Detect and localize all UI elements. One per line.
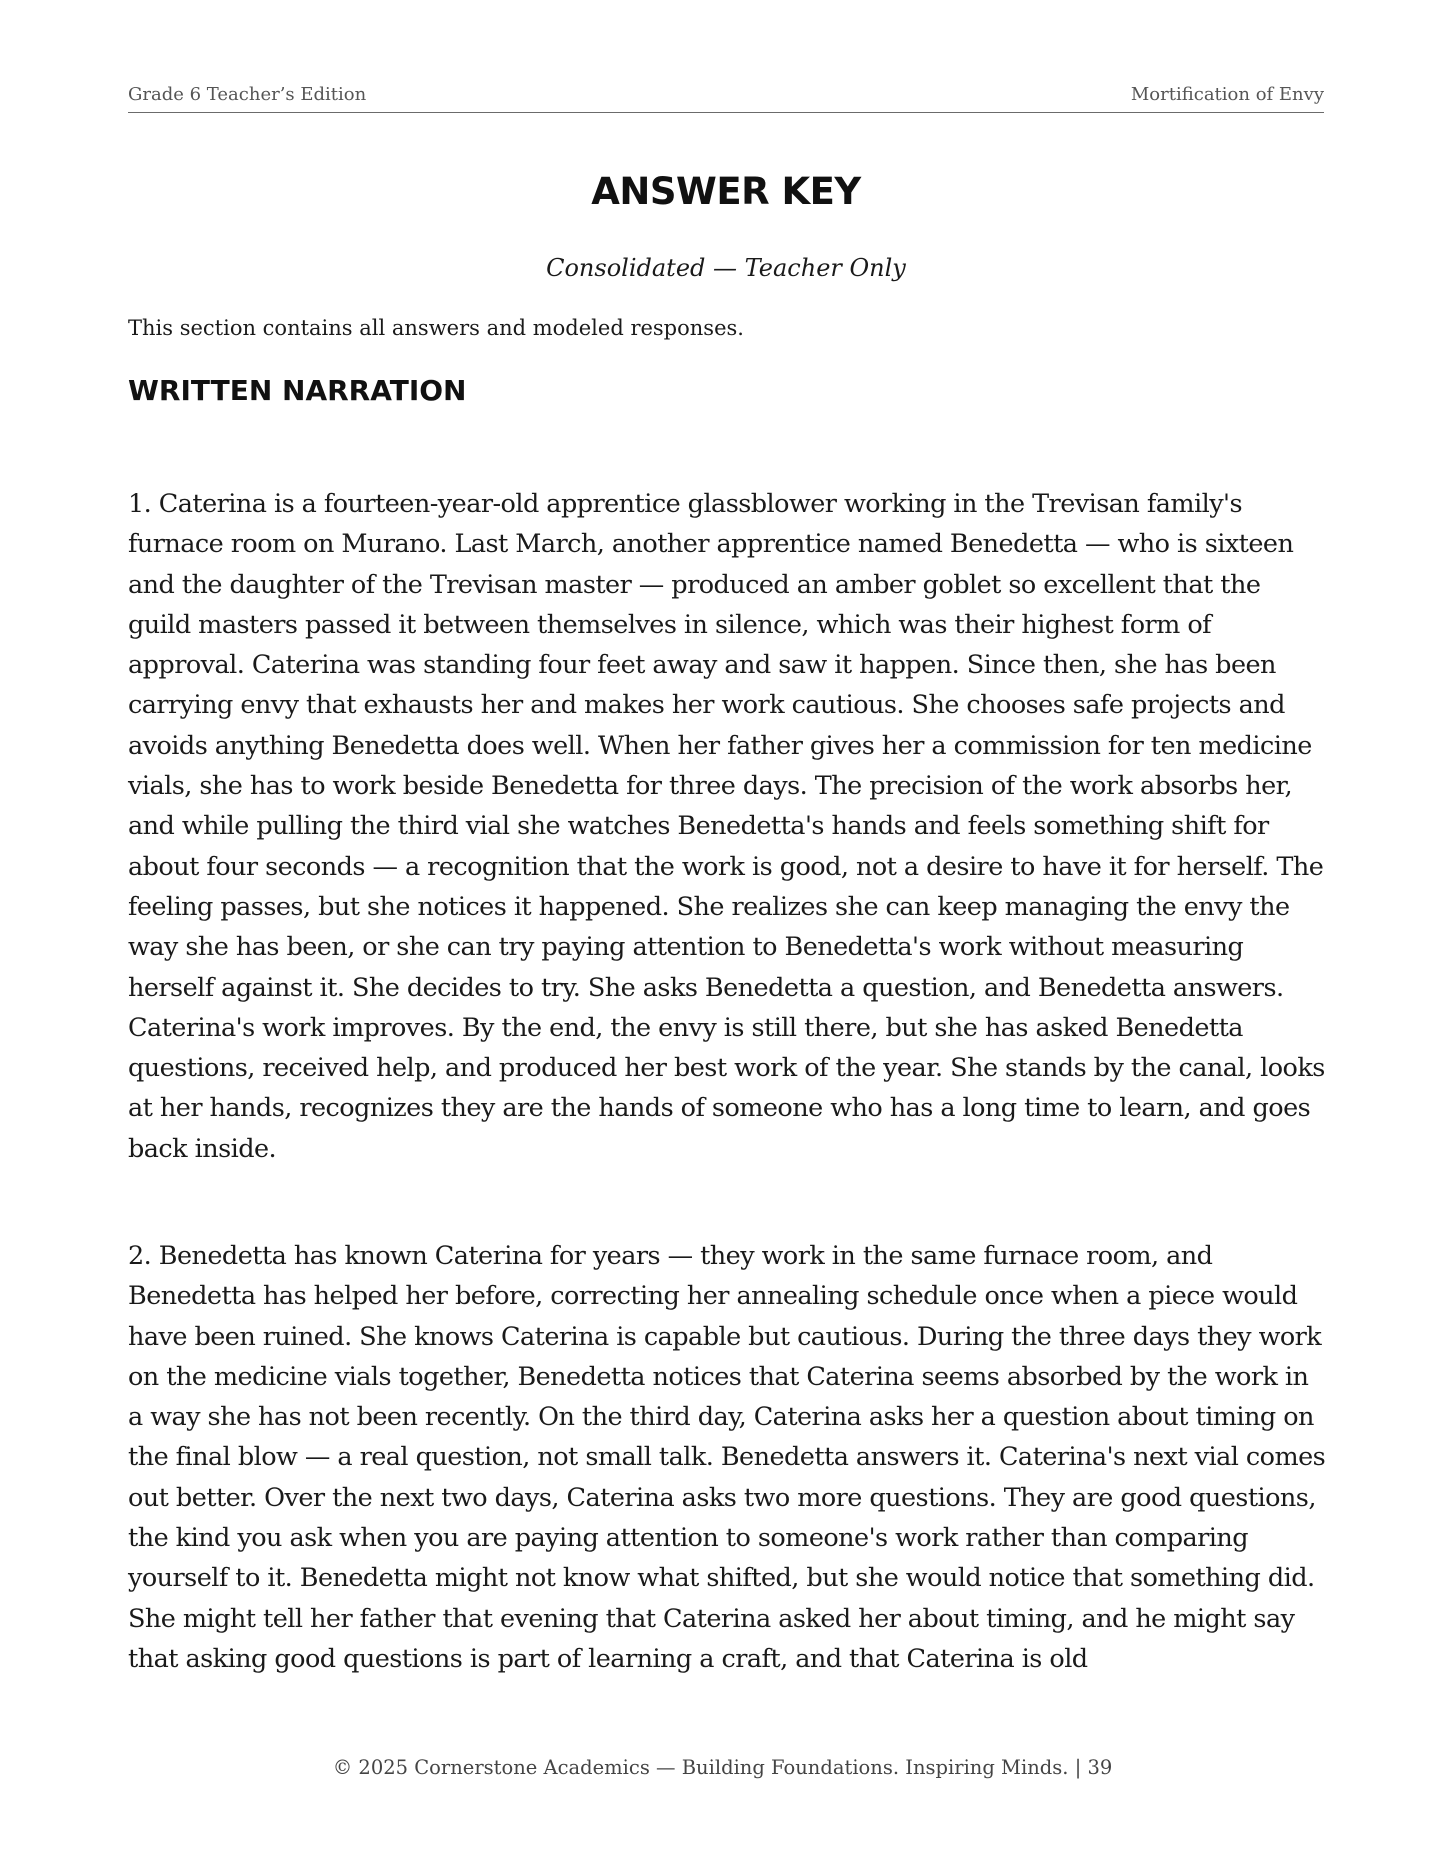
page-title: ANSWER KEY [591,170,861,213]
answer-paragraph-1: 1. Caterina is a fourteen-year-old apprentice glassblower working in the Trevisan family's furnace room on Murano. Last March, another apprentice named Benedetta — who is sixteen and the daughter of the Trevisan master — produced an amber goblet so excellent that the guild masters passed it between themselves in silence, which was their highest form of approval. Caterina was standing four feet away and saw it happen. Since then, she has been carrying envy that exhausts her and makes her work cautious. She chooses safe projects and avoids anything Benedetta does well. When her father gives her a commission for ten medicine vials, she has to work beside Benedetta for three days. The precision of the work absorbs her, and while pulling the third vial she watches Benedetta's hands and feels something shift for about four seconds — a recognition that the work is good, not a desire to have it for herself. The feeling passes, but she notices it happened. She realizes she can keep managing the envy the way she has been, or she can try paying attention to Benedetta's work without measuring herself against it. She decides to try. She asks Benedetta a question, and Benedetta answers. Caterina's work improves. By the end, the envy is still there, but she has asked Benedetta questions, received help, and produced her best work of the year. She stands by the canal, looks at her hands, recognizes they are the hands of someone who has a long time to learn, and goes back inside. [128,489,1325,1164]
section-heading: WRITTEN NARRATION [128,374,467,407]
running-header [128,84,1324,113]
header-course-title: Grade 6 Teacher’s Edition [128,84,367,105]
page-subtitle: Consolidated — Teacher Only [546,254,906,282]
intro-text: This section contains all answers and modeled responses. [128,316,744,340]
header-unit-title: Mortification of Envy [1130,84,1324,105]
page-footer: © 2025 Cornerstone Academics — Building Foundations. Inspiring Minds. | 39 [332,1756,1113,1779]
answer-paragraph-2: 2. Benedetta has known Caterina for years — they work in the same furnace room, and Benedetta has helped her before, correcting her annealing schedule once when a piece would have been ruined. She knows Caterina is capable but cautious. During the three days they work on the medicine vials together, Benedetta notices that Caterina seems absorbed by the work in a way she has not been recently. On the third day, Caterina asks her a question about timing on the final blow — a real question, not small talk. Benedetta answers it. Caterina's next vial comes out better. Over the next two days, Caterina asks two more questions. They are good questions, the kind you ask when you are paying attention to someone's work rather than comparing yourself to it. Benedetta might not know what shifted, but she would notice that something did. She might tell her father that evening that Caterina asked her about timing, and he might say that asking good questions is part of learning a craft, and that Caterina is old [128,1241,1326,1674]
